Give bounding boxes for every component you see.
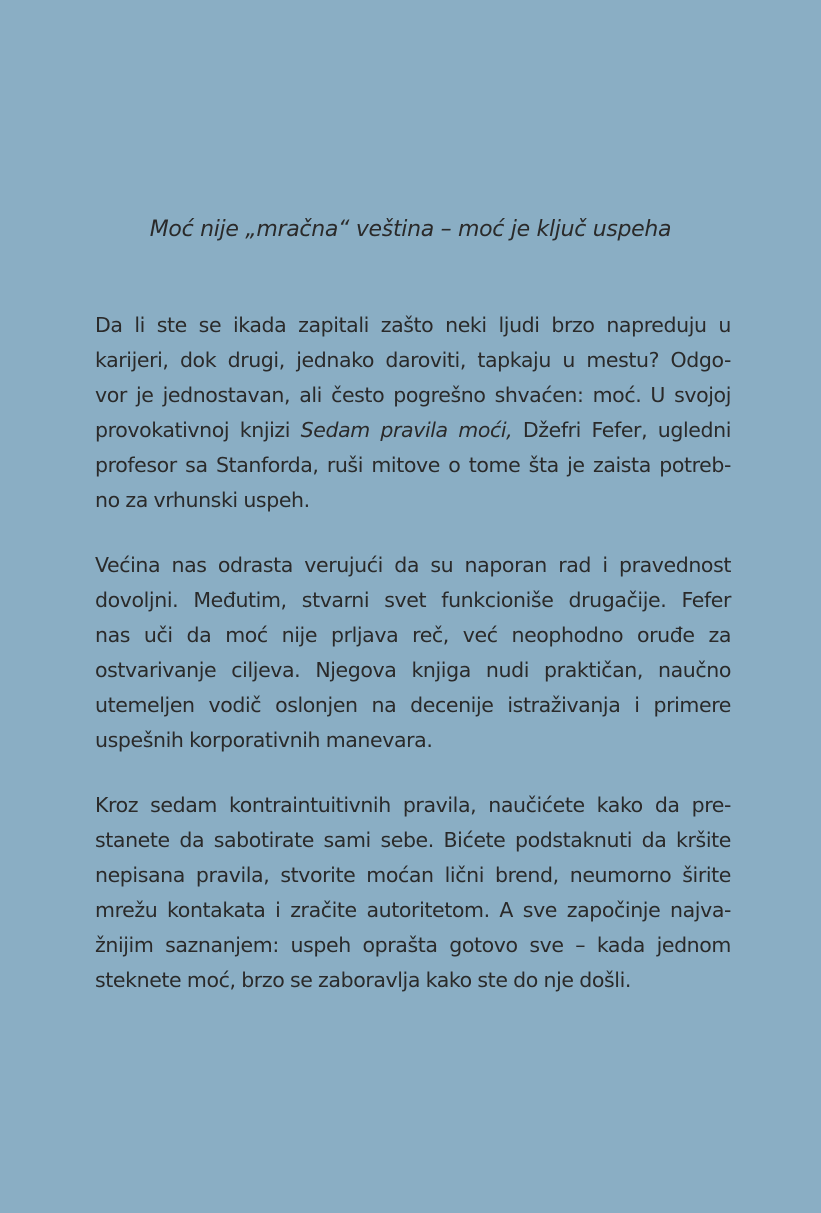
text-line: nepisana pravila, stvorite moćan lični brend, neumorno širite — [95, 863, 731, 887]
text-line: stanete da sabotirate sami sebe. Bićete podstaknuti da kršite — [95, 828, 731, 852]
cover-subtitle: Moć nije „mračna“ veština – moć je ključ uspeha — [149, 217, 672, 242]
text-line: nas uči da moć nije prljava reč, već neophodno oruđe za — [95, 623, 731, 647]
text-line: Većina nas odrasta verujući da su naporan rad i pravednost — [95, 553, 731, 577]
text-line: žnijim saznanjem: uspeh oprašta gotovo sve – kada jednom — [95, 933, 731, 957]
blurb-paragraph — [95, 308, 731, 518]
blurb-text — [95, 308, 731, 1028]
text-line: dovoljni. Međutim, stvarni svet funkcioniše drugačije. Fefer — [95, 588, 731, 612]
text-line: mrežu kontakata i zračite autoritetom. A sve započinje najva- — [95, 898, 731, 922]
text-line: utemeljen vodič oslonjen na decenije istraživanja i primere — [95, 693, 731, 717]
text-line: vor je jednostavan, ali često pogrešno shvaćen: moć. U svojoj — [95, 383, 731, 407]
text-segment: provokativnoj knjizi — [95, 418, 301, 442]
book-title: Sedam pravila moći, — [300, 418, 513, 442]
text-line: Kroz sedam kontraintuitivnih pravila, naučićete kako da pre- — [95, 793, 731, 817]
text-line: steknete moć, brzo se zaboravlja kako ste do nje došli. — [95, 968, 631, 992]
text-line: uspešnih korporativnih manevara. — [95, 728, 433, 752]
text-line: ostvarivanje ciljeva. Njegova knjiga nudi praktičan, naučno — [95, 658, 731, 682]
text-line: profesor sa Stanforda, ruši mitove o tome šta je zaista potreb- — [95, 453, 731, 477]
text-line: Da li ste se ikada zapitali zašto neki ljudi brzo napreduju u — [95, 313, 731, 337]
text-segment: Džefri Fefer, ugledni — [512, 418, 731, 442]
text-line: karijeri, dok drugi, jednako daroviti, tapkaju u mestu? Odgo- — [95, 348, 731, 372]
text-line: no za vrhunski uspeh. — [95, 488, 310, 512]
blurb-paragraph — [95, 788, 731, 998]
blurb-paragraph — [95, 548, 731, 758]
text-line — [95, 413, 731, 448]
